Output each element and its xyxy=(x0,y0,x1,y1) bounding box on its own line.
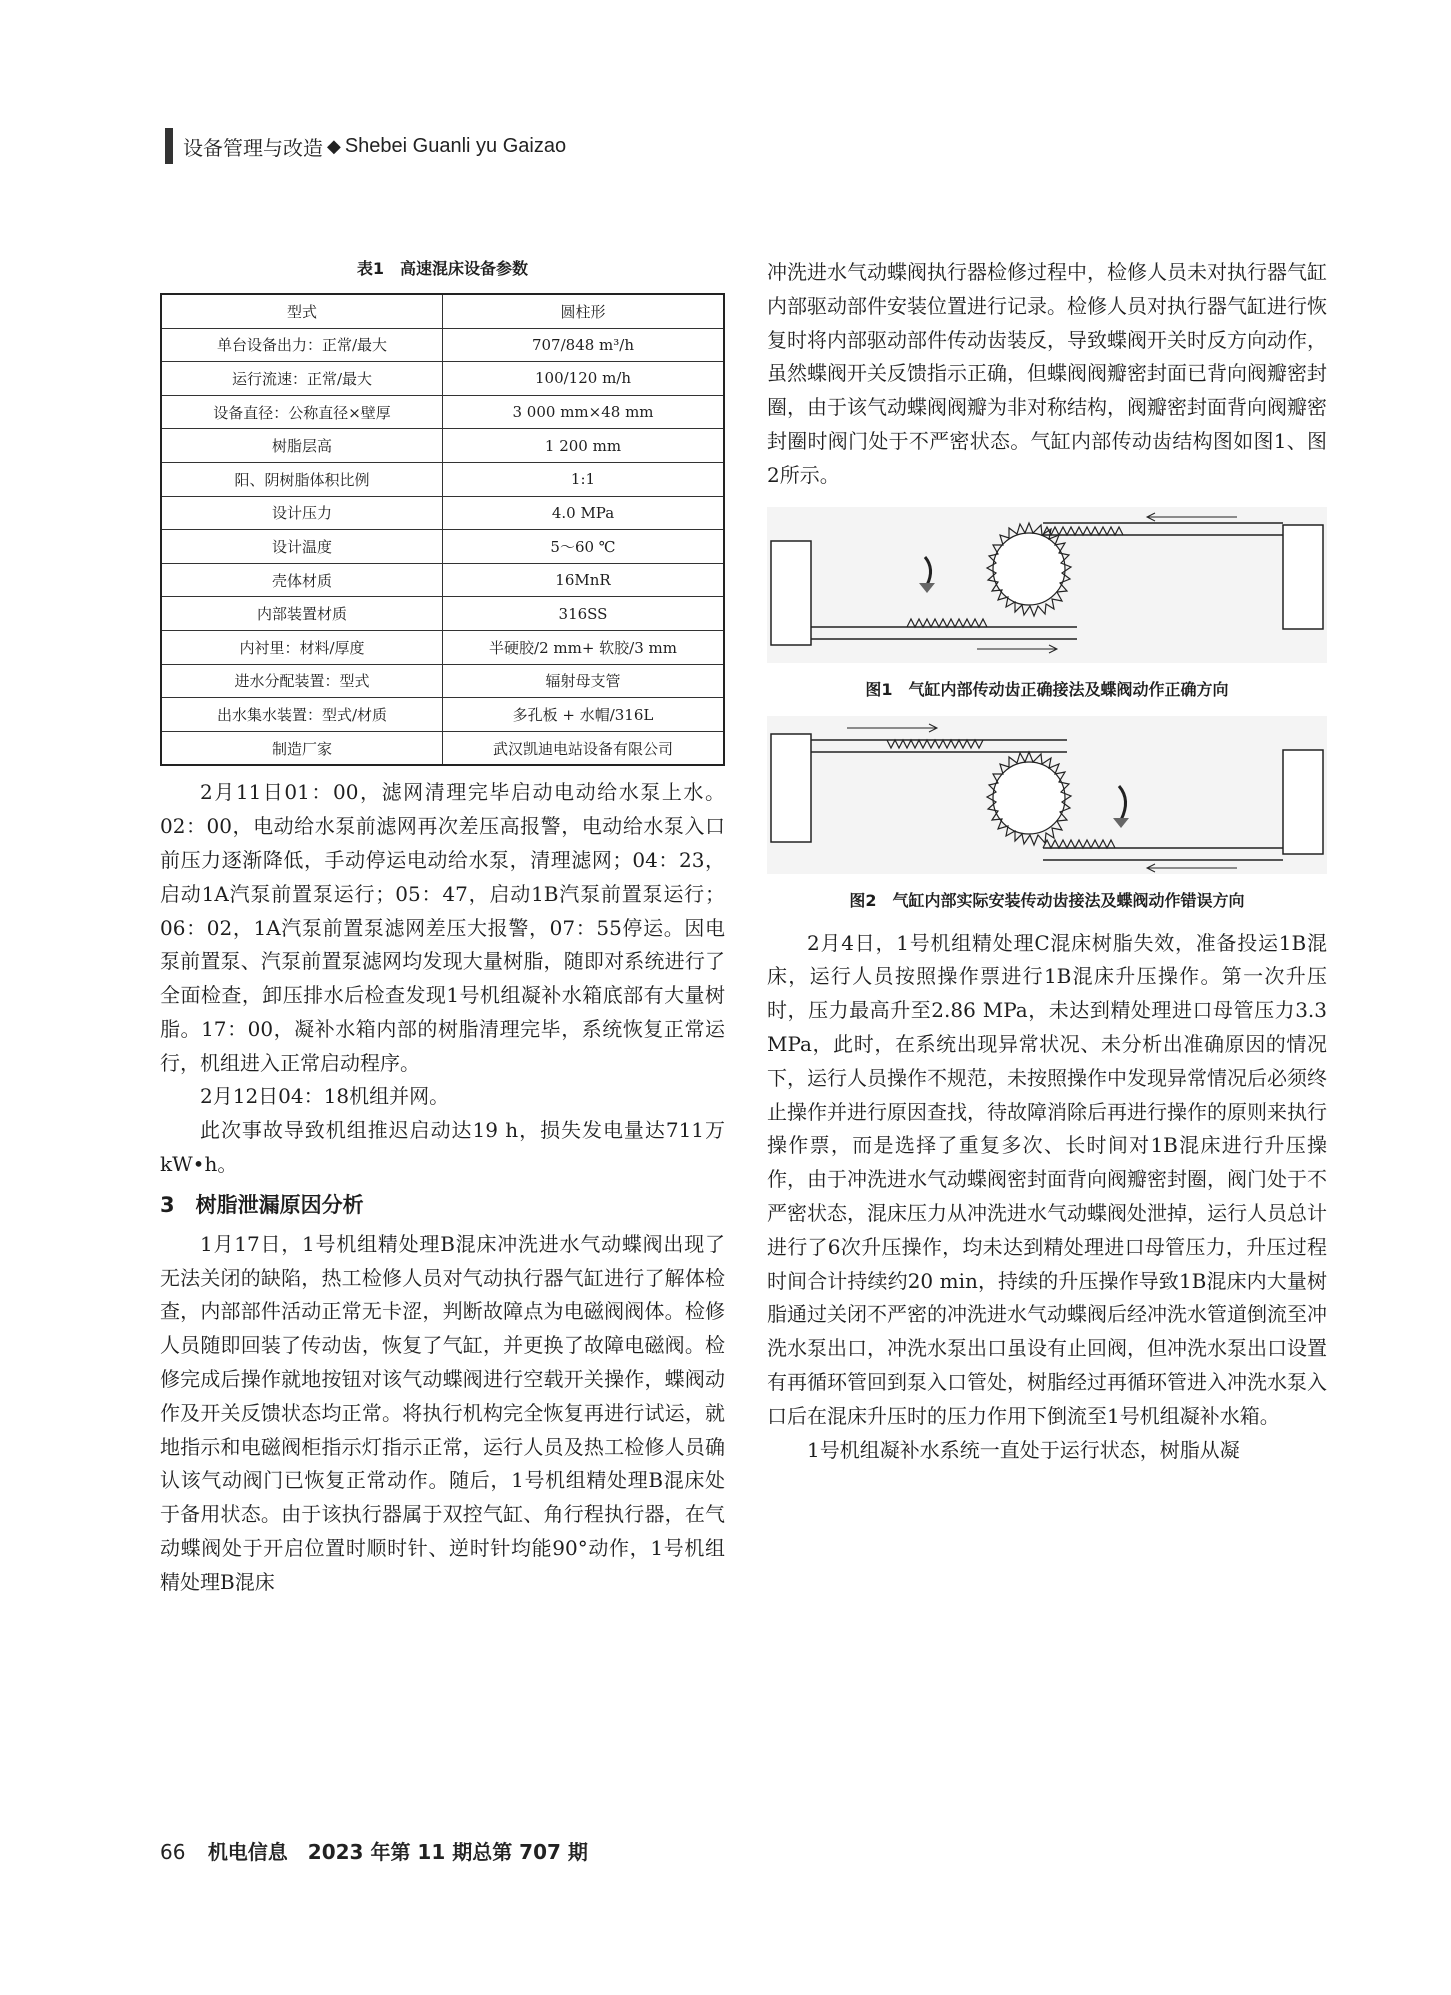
param-value-cell: 圆柱形 xyxy=(443,294,725,328)
table-row xyxy=(161,530,724,564)
paragraph: 2月4日，1号机组精处理C混床树脂失效，准备投运1B混床，运行人员按照操作票进行1B混床升压操作。第一次升压时，压力最高升至2.86 MPa，未达到精处理进口母管压力3.3 MPa，此时，在系统出现异常状况、未分析出准确原因的情况下，运行人员操作不规范，未按照操作中发现异常情况后必须终止操作并进行原因查找，待故障消除后再进行操作的原则来执行操作票，而是选择了重复多次、长时间对1B混床进行升压操作，由于冲洗进水气动蝶阀密封面背向阀瓣密封圈，阀门处于不严密状态，混床压力从冲洗进水气动蝶阀处泄掉，运行人员总计进行了6次升压操作，均未达到精处理进口母管压力，升压过程时间合计持续约20 min，持续的升压操作导致1B混床内大量树脂通过关闭不严密的冲洗进水气动蝶阀后经冲洗水管道倒流至冲洗水泵出口，冲洗水泵出口虽设有止回阀，但冲洗水泵出口设置有再循环管回到泵入口管处，树脂经过再循环管进入冲洗水泵入口后在混床升压时的压力作用下倒流至1号机组凝补水箱。 xyxy=(767,930,1327,1428)
param-value-cell: 707/848 m³/h xyxy=(443,328,725,362)
param-name-cell: 树脂层高 xyxy=(161,429,443,463)
left-column xyxy=(160,256,725,1600)
figure-2-caption: 图2 气缸内部实际安装传动齿接法及蝶阀动作错误方向 xyxy=(849,890,1245,910)
table-row xyxy=(161,664,724,698)
journal-info: 机电信息 2023 年第 11 期总第 707 期 xyxy=(207,1840,588,1864)
table1-title: 表1 高速混床设备参数 xyxy=(356,259,529,278)
header-separator: ◆ xyxy=(327,135,341,157)
table-row xyxy=(161,362,724,396)
param-name-cell: 壳体材质 xyxy=(161,563,443,597)
table-row xyxy=(161,496,724,530)
header-cn-title: 设备管理与改造 xyxy=(183,135,323,160)
param-value-cell: 3 000 mm×48 mm xyxy=(443,395,725,429)
table-row xyxy=(161,563,724,597)
param-name-cell: 制造厂家 xyxy=(161,731,443,765)
paragraph: 1月17日，1号机组精处理B混床冲洗进水气动蝶阀出现了无法关闭的缺陷，热工检修人员对气动执行器气缸进行了解体检查，内部部件活动正常无卡涩，判断故障点为电磁阀阀体。检修人员随即回装了传动齿，恢复了气缸，并更换了故障电磁阀。检修完成后操作就地按钮对该气动蝶阀进行空载开关操作，蝶阀动作及开关反馈状态均正常。将执行机构完全恢复再进行试运，就地指示和电磁阀柜指示灯指示正常，运行人员及热工检修人员确认该气动阀门已恢复正常动作。随后，1号机组精处理B混床处于备用状态。由于该执行器属于双控气缸、角行程执行器，在气动蝶阀处于开启位置时顺时针、逆时针均能90°动作，1号机组精处理B混床 xyxy=(160,1231,725,1594)
table-row xyxy=(161,630,724,664)
param-value-cell: 16MnR xyxy=(443,563,725,597)
figure-1 xyxy=(767,507,1327,663)
param-name-cell: 内部装置材质 xyxy=(161,597,443,631)
right-column xyxy=(767,256,1327,1467)
param-name-cell: 单台设备出力：正常/最大 xyxy=(161,328,443,362)
table-row xyxy=(161,395,724,429)
param-name-cell: 设计温度 xyxy=(161,530,443,564)
param-name-cell: 阳、阴树脂体积比例 xyxy=(161,462,443,496)
paragraph: 2月11日01：00，滤网清理完毕启动电动给水泵上水。02：00，电动给水泵前滤网再次差压高报警，电动给水泵入口前压力逐渐降低，手动停运电动给水泵，清理滤网；04：23，启动1A汽泵前置泵运行；05：47，启动1B汽泵前置泵运行；06：02，1A汽泵前置泵滤网差压大报警，07：55停运。因电泵前置泵、汽泵前置泵滤网均发现大量树脂，随即对系统进行了全面检查，卸压排水后检查发现1号机组凝补水箱底部有大量树脂。17：00，凝补水箱内部的树脂清理完毕，系统恢复正常运行，机组进入正常启动程序。 xyxy=(160,780,725,1075)
paragraph: 1号机组凝补水系统一直处于运行状态，树脂从凝 xyxy=(807,1437,1240,1462)
table-row xyxy=(161,294,724,328)
param-value-cell: 1 200 mm xyxy=(443,429,725,463)
param-value-cell: 武汉凯迪电站设备有限公司 xyxy=(443,731,725,765)
parameter-table xyxy=(160,293,725,766)
table-row xyxy=(161,462,724,496)
param-value-cell: 辐射母支管 xyxy=(443,664,725,698)
table-row xyxy=(161,731,724,765)
param-name-cell: 设计压力 xyxy=(161,496,443,530)
paragraph: 2月12日04：18机组并网。 xyxy=(200,1084,450,1109)
paragraph: 此次事故导致机组推迟启动达19 h，损失发电量达711万kW•h。 xyxy=(160,1118,725,1177)
paragraph: 冲洗进水气动蝶阀执行器检修过程中，检修人员未对执行器气缸内部驱动部件安装位置进行记录。检修人员对执行器气缸进行恢复时将内部驱动部件传动齿装反，导致蝶阀开关时反方向动作，虽然蝶阀开关反馈指示正确，但蝶阀阀瓣密封面已背向阀瓣密封圈，由于该气动蝶阀阀瓣为非对称结构，阀瓣密封面背向阀瓣密封圈时阀门处于不严密状态。气缸内部传动齿结构图如图1、图2所示。 xyxy=(767,260,1327,487)
page-footer xyxy=(160,1836,588,1865)
param-value-cell: 1:1 xyxy=(443,462,725,496)
param-value-cell: 半硬胶/2 mm+ 软胶/3 mm xyxy=(443,630,725,664)
param-value-cell: 316SS xyxy=(443,597,725,631)
section-heading: 3 树脂泄漏原因分析 xyxy=(160,1192,364,1217)
param-name-cell: 出水集水装置：型式/材质 xyxy=(161,698,443,732)
header-en-title: Shebei Guanli yu Gaizao xyxy=(344,134,567,157)
param-value-cell: 5～60 ℃ xyxy=(443,530,725,564)
param-name-cell: 设备直径：公称直径×壁厚 xyxy=(161,395,443,429)
param-value-cell: 100/120 m/h xyxy=(443,362,725,396)
table-row xyxy=(161,328,724,362)
param-name-cell: 内衬里：材料/厚度 xyxy=(161,630,443,664)
page-number: 66 xyxy=(160,1840,186,1864)
figure-1-diagram xyxy=(767,507,1327,663)
figure-1-caption: 图1 气缸内部传动齿正确接法及蝶阀动作正确方向 xyxy=(865,679,1229,699)
figure-2 xyxy=(767,716,1327,874)
param-value-cell: 4.0 MPa xyxy=(443,496,725,530)
table-row xyxy=(161,698,724,732)
table-row xyxy=(161,597,724,631)
param-name-cell: 进水分配装置：型式 xyxy=(161,664,443,698)
param-name-cell: 运行流速：正常/最大 xyxy=(161,362,443,396)
header-bar xyxy=(165,128,173,164)
param-value-cell: 多孔板 + 水帽/316L xyxy=(443,698,725,732)
figure-2-diagram xyxy=(767,716,1327,874)
table-row xyxy=(161,429,724,463)
param-name-cell: 型式 xyxy=(161,294,443,328)
running-header xyxy=(165,128,566,164)
